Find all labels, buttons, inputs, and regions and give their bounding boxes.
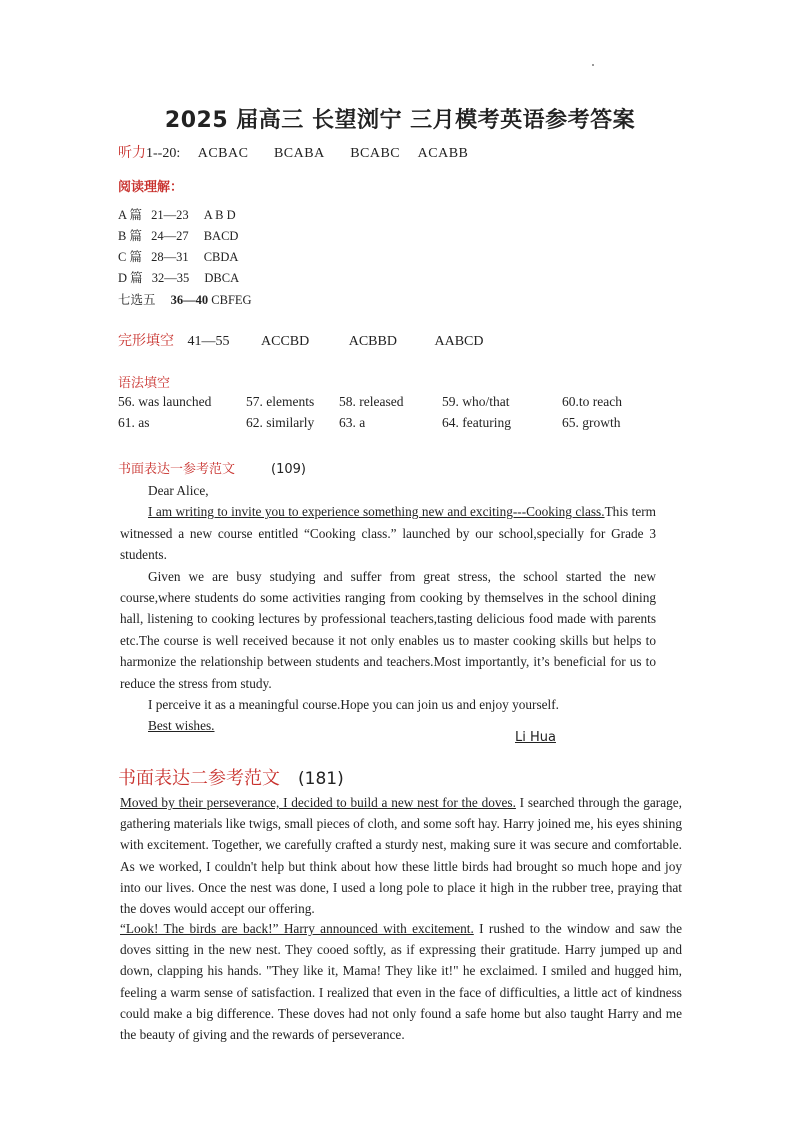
scan-mark [592, 64, 594, 66]
essay-paragraph [120, 501, 656, 565]
grammar-item: 65. growth [562, 415, 621, 430]
grammar-item: 62. similarly [246, 415, 315, 430]
grammar-label: 语法填空 [118, 376, 171, 391]
writing2-paragraph [120, 918, 682, 1045]
essay-topic-sentence: “Look! The birds are back!” Harry announced with excitement. [120, 921, 474, 936]
grammar-item: 57. elements [246, 394, 315, 409]
grammar-item: 58. released [339, 394, 404, 409]
listening-answer-group: ACABB [417, 146, 469, 161]
grammar-item: 64. featuring [442, 415, 511, 430]
essay-text: I rushed to the window and saw the doves sitting in the new nest. They cooed softly, as if expressing their gratitude. Harry jumped up and down, clapping his hands. "They like it, Mama! They like it!" he exclaimed. I smiled and hugged him, feeling a warm sense of satisfaction. I realized that even in the face of difficulties, a little act of kindness could make a big difference. These doves had not only found a safe home but also taught Harry and me the beauty of giving and the rewards of perseverance. [120, 921, 683, 1043]
reading-part: A 篇 [118, 208, 142, 222]
writing2-heading [118, 764, 344, 790]
cloze-answer-group: ACCBD [261, 334, 310, 349]
grammar-item: 60.to reach [562, 394, 622, 409]
listening-range: 1--20: [146, 146, 181, 161]
essay-text: I searched through the garage, gathering materials like twigs, small pieces of cloth, and some soft hay. Harry joined me, his eyes shining with excitement. Together, we carefully crafted a sturdy nest, making sure it was secure and comfortable. As we worked, I couldn't help but think about how these little birds had brought so much hope and joy into our lives. Once the nest was done, I used a long pole to place it high in the rubber tree, praying that the doves would accept our offering. [120, 795, 683, 917]
reading-range: 36—40 [170, 293, 209, 307]
grammar-item: 61. as [118, 415, 150, 430]
reading-row [118, 247, 238, 265]
listening-answers [118, 142, 468, 162]
page-title: 2025 届高三 长望浏宁 三月模考英语参考答案 [164, 108, 636, 133]
cloze-answer-group: AABCD [434, 334, 484, 349]
listening-answer-group: BCABA [273, 146, 325, 161]
reading-part: 七选五 [118, 293, 156, 307]
reading-answers: CBFEG [211, 293, 252, 307]
reading-part: C 篇 [118, 250, 142, 264]
listening-answer-group: BCABC [350, 146, 401, 161]
writing1-label: 书面表达一参考范文 [118, 462, 236, 477]
cloze-answer-group: ACBBD [348, 334, 397, 349]
essay-closing [120, 715, 656, 736]
reading-range: 32—35 [151, 271, 190, 285]
reading-label: 阅读理解： [118, 180, 184, 195]
listening-answer-group: ACBAC [197, 146, 249, 161]
reading-range: 21—23 [151, 208, 189, 222]
reading-row [118, 205, 236, 223]
essay-topic-sentence: I am writing to invite you to experience something new and exciting---Cooking class. [148, 504, 605, 520]
grammar-item: 59. who/that [442, 394, 510, 409]
essay-topic-sentence: Moved by their perseverance, I decided to build a new nest for the doves. [120, 795, 516, 810]
grammar-item: 63. a [339, 415, 366, 430]
essay-closing-text: Best wishes. [148, 718, 215, 734]
reading-answers: CBDA [203, 250, 239, 264]
reading-part: B 篇 [118, 229, 142, 243]
essay-signature: Li Hua [515, 730, 556, 745]
writing2-paragraph [120, 792, 682, 919]
essay-paragraph: I perceive it as a meaningful course.Hope you can join us and enjoy yourself. [148, 697, 559, 713]
reading-answers: BACD [203, 229, 239, 243]
reading-answers: A B D [203, 208, 236, 222]
essay-text: This term witnessed a new course entitled “Cooking class.” launched by our school,specially for Grade 3 students. [120, 504, 656, 563]
reading-range: 24—27 [151, 229, 189, 243]
reading-answers: DBCA [204, 271, 240, 285]
essay-paragraph: Given we are busy studying and suffer from great stress, the school started the new course,where students do some activities ranging from cooking by themselves in the school dining hall, listening to cooking lectures by professional teachers,tasting delicious food made with parents etc.The course is well received because it not only enables us to master cooking skills but helps to harmonize the relationship between students and teachers.Most importantly, it’s beneficial for us to reduce the stress from study. [120, 568, 656, 691]
reading-part: D 篇 [118, 271, 143, 285]
writing2-label: 书面表达二参考范文 [118, 768, 280, 789]
reading-range: 28—31 [151, 250, 189, 264]
cloze-label: 完形填空 [118, 333, 174, 349]
grammar-item: 56. was launched [118, 394, 212, 409]
cloze-range: 41—55 [187, 334, 230, 349]
writing1-heading [118, 458, 306, 477]
writing1-count: (109) [271, 462, 306, 477]
listening-label: 听力 [118, 145, 146, 161]
writing2-count: (181) [298, 769, 344, 789]
reading-row [118, 268, 239, 286]
cloze-answers [118, 330, 483, 350]
essay-salutation: Dear Alice, [148, 483, 209, 498]
writing1-essay [120, 480, 656, 737]
reading-row [118, 226, 238, 244]
reading-row [118, 290, 252, 308]
